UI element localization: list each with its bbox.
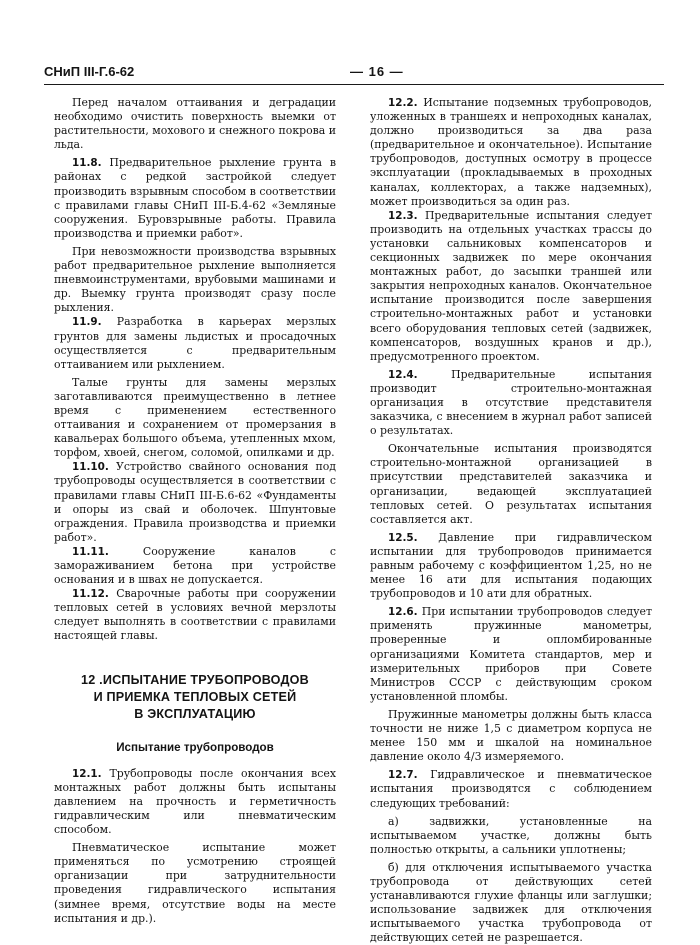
clause-text: Предварительные испытания производит строительно-монтажная организация в отсутствие представителя заказчика, с внесением в журнал работ записей о результатах. — [370, 367, 652, 438]
clause-number: 12.7. — [388, 769, 418, 782]
page-number: — 16 — — [350, 64, 404, 79]
clause-12-6 — [370, 605, 652, 704]
clause-number: 12.5. — [388, 531, 418, 544]
paragraph: Пружинные манометры должны быть класса точности не ниже 1,5 с диаметром корпуса не менее 150 мм и шкалой на номинальное давление около 4/3 измеряемого. — [370, 707, 652, 764]
left-column — [54, 96, 336, 926]
clause-text: Трубопроводы после окончания всех монтажных работ должны быть испытаны давлением на прочность и герметичность гидравлическим или пневматическим способом. — [54, 766, 336, 837]
clause-text: Сооружение каналов с замораживанием бетона при устройстве основания и в швах не допускается. — [54, 544, 336, 587]
clause-11-11 — [54, 545, 336, 587]
list-item-a: а) задвижки, установленные на испытываемом участке, должны быть полностью открыты, а сальники уплотнены; — [370, 814, 652, 856]
clause-11-12 — [54, 587, 336, 643]
clause-number: 11.8. — [72, 157, 102, 170]
clause-12-4 — [370, 368, 652, 438]
clause-number: 12.2. — [388, 97, 418, 109]
subsection-title: Испытание трубопроводов — [116, 740, 274, 754]
clause-text: Устройство свайного основания под трубопроводы осуществляется в соответствии с правилами главы СНиП III-Б.6-62 «Фундаменты и опоры из свай и оболочек. Шпунтовые ограждения. Правила производства и приемки работ». — [54, 460, 337, 544]
clause-12-3 — [370, 209, 652, 364]
section-title-line: И ПРИЕМКА ТЕПЛОВЫХ СЕТЕЙ — [93, 689, 297, 704]
clause-number: 11.10. — [72, 461, 109, 474]
clause-number: 12.3. — [388, 209, 418, 222]
clause-text: Испытание подземных трубопроводов, уложенных в траншеях и непроходных каналах, должно производиться за два раза (предварительное и окончательное). Испытание трубопроводов, доступных осмотру в процессе эксплуатации (прокладываемых в проходных каналах, коллекторах, а также надземных), может производиться за один раз. — [370, 96, 652, 208]
clause-12-1 — [54, 767, 336, 837]
clause-number: 11.12. — [72, 588, 109, 601]
document-code: СНиП III-Г.6-62 — [44, 64, 135, 79]
right-column — [370, 96, 652, 945]
clause-12-2 — [370, 96, 652, 209]
clause-11-10 — [54, 460, 336, 545]
list-item-b: б) для отключения испытываемого участка трубопровода от действующих сетей устанавливаются глухие фланцы или заглушки; использование задвижек для отключения испытываемого участка трубопровода от действующих сетей не разрешается. — [370, 860, 652, 945]
clause-number: 12.6. — [388, 606, 418, 619]
clause-11-9 — [54, 315, 336, 371]
section-title-line: 12 .ИСПЫТАНИЕ ТРУБОПРОВОДОВ — [81, 672, 309, 687]
clause-number: 11.9. — [72, 316, 102, 329]
paragraph: Перед началом оттаивания и деградации необходимо очистить поверхность выемки от растительности, мохового и снежного покрова и льда. — [54, 96, 337, 152]
clause-11-8 — [54, 156, 336, 241]
clause-12-7 — [370, 768, 652, 810]
clause-text: Давление при гидравлическом испытании для трубопроводов принимается равным рабочему с коэффициентом 1,25, но не менее 16 ати для испытания подающих трубопроводов и 10 ати для обратных. — [370, 530, 652, 601]
paragraph: При невозможности производства взрывных работ предварительное рыхление выполняется пневмоинструментами, врубовыми машинами и др. Выемку грунта производят сразу после рыхления. — [54, 244, 336, 315]
clause-text: Гидравлическое и пневматическое испытания производятся с соблюдением следующих требований: — [370, 768, 653, 810]
clause-text: Предварительное рыхление грунта в районах с редкой застройкой следует производить взрывным способом в соответствии с правилами главы СНиП III-Б.4-62 «Земляные сооружения. Буровзрывные работы. Правила производства и приемки работ». — [54, 156, 336, 240]
clause-text: Сварочные работы при сооружении тепловых сетей в условиях вечной мерзлоты следует выполнять в соответствии с правилами настоящей главы. — [54, 587, 336, 643]
clause-12-5 — [370, 531, 652, 601]
running-header — [44, 62, 664, 85]
clause-number: 12.4. — [388, 368, 418, 381]
paragraph: Пневматическое испытание может применяться по усмотрению строящей организации при затруднительности проведения гидравлического испытания (зимнее время, отсутствие воды на месте испытания и др.). — [54, 841, 336, 925]
clause-text: При испытании трубопроводов следует применять пружинные манометры, проверенные и опломбированные организациями Комитета стандартов, мер и измерительных приборов при Совете Министров СССР с действующим сроком установленной пломбы. — [370, 605, 652, 703]
clause-number: 12.1. — [72, 767, 102, 780]
clause-number: 11.11. — [72, 545, 109, 558]
section-title — [54, 672, 336, 723]
clause-text: Предварительные испытания следует производить на отдельных участках трассы до установки сальниковых компенсаторов и секционных задвижек по мере окончания монтажных работ, до засыпки траншей или закрытия непроходных каналов. Окончательное испытание производится после завершения строительно-монтажных работ и установки всего оборудования тепловых сетей (задвижек, компенсаторов, воздушных кранов и др.), предусмотренного проектом. — [370, 208, 652, 363]
paragraph: Окончательные испытания производятся строительно-монтажной организацией в присутствии представителей заказчика и организации, ведающей эксплуатацией тепловых сетей. О результатах испытания составляется акт. — [370, 442, 652, 526]
clause-text: Разработка в карьерах мерзлых грунтов для замены льдистых и просадочных осуществляется с предварительным оттаиванием или рыхлением. — [54, 315, 336, 371]
paragraph: Талые грунты для замены мерзлых заготавливаются преимущественно в летнее время с применением естественного оттаивания и сохранением от промерзания в кавальерах большого объема, утепленных мхом, торфом, хвоей, снегом, соломой, опилками и др. — [54, 375, 336, 460]
section-title-line: В ЭКСПЛУАТАЦИЮ — [134, 706, 256, 721]
